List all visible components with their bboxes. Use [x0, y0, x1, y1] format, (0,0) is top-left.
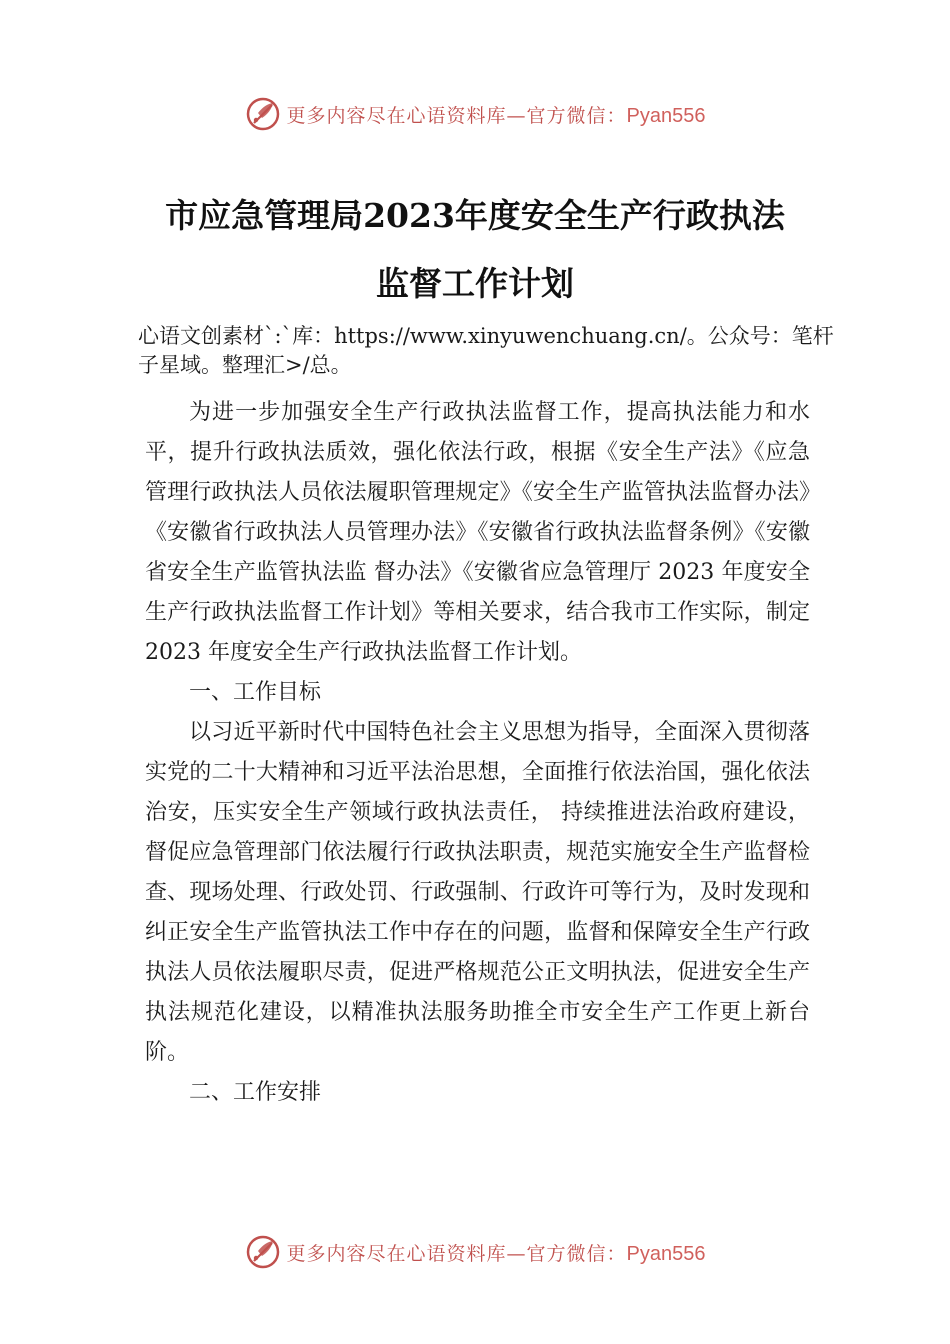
- source-note: 心语文创素材`:`库：https://www.xinyuwenchuang.cn/。公众号：笔杆子星域。整理汇>/总。: [138, 324, 834, 377]
- banner-label: 更多内容尽在心语资料库—官方微信：: [286, 104, 627, 127]
- header-banner: [0, 94, 950, 134]
- footer-banner: [0, 1232, 950, 1272]
- goals-paragraph: 以习近平新时代中国特色社会主义思想为指导，全面深入贯彻落实党的二十大精神和习近平法治思想，全面推行依法治国，强化依法治安，压实安全生产领域行政执法责任， 持续推进法治政府建设，督促应急管理部门依法履行行政执法职责，规范实施安全生产监督检查、现场处理、行政处罚、行政强制、行政许可等行为，及时发现和纠正安全生产监管执法工作中存在的问题，监督和保障安全生产行政执法人员依法履职尽责，促进严格规范公正文明执法，促进安全生产执法规范化建设，以精准执法服务助推全市安全生产工作更上新台阶。: [145, 720, 810, 1065]
- section-heading-arrangement: 二、工作安排: [189, 1080, 322, 1105]
- document-title-line2: 监督工作计划: [376, 264, 574, 303]
- banner-text: [287, 101, 706, 128]
- section-heading-goals: 一、工作目标: [189, 680, 322, 705]
- quill-logo-icon: [245, 1234, 281, 1270]
- document-body: [145, 393, 810, 1113]
- wechat-id: Pyan556: [626, 104, 706, 127]
- wechat-id: Pyan556: [626, 1242, 706, 1265]
- quill-logo-icon: [245, 96, 281, 132]
- banner-text: [287, 1239, 706, 1266]
- intro-paragraph: 为进一步加强安全生产行政执法监督工作，提高执法能力和水平，提升行政执法质效，强化依法行政，根据《安全生产法》《应急管理行政执法人员依法履职管理规定》《安全生产监管执法监督办法》《安徽省行政执法人员管理办法》《安徽省行政执法监督条例》《安徽省安全生产监管执法监 督办法》《安徽省应急管理厅 2023 年度安全生产行政执法监督工作计划》等相关要求，结合我市工作实际，制定 2023 年度安全生产行政执法监督工作计划。: [145, 400, 810, 665]
- document-title-line1: 市应急管理局2023年度安全生产行政执法: [165, 196, 785, 235]
- banner-label: 更多内容尽在心语资料库—官方微信：: [286, 1242, 627, 1265]
